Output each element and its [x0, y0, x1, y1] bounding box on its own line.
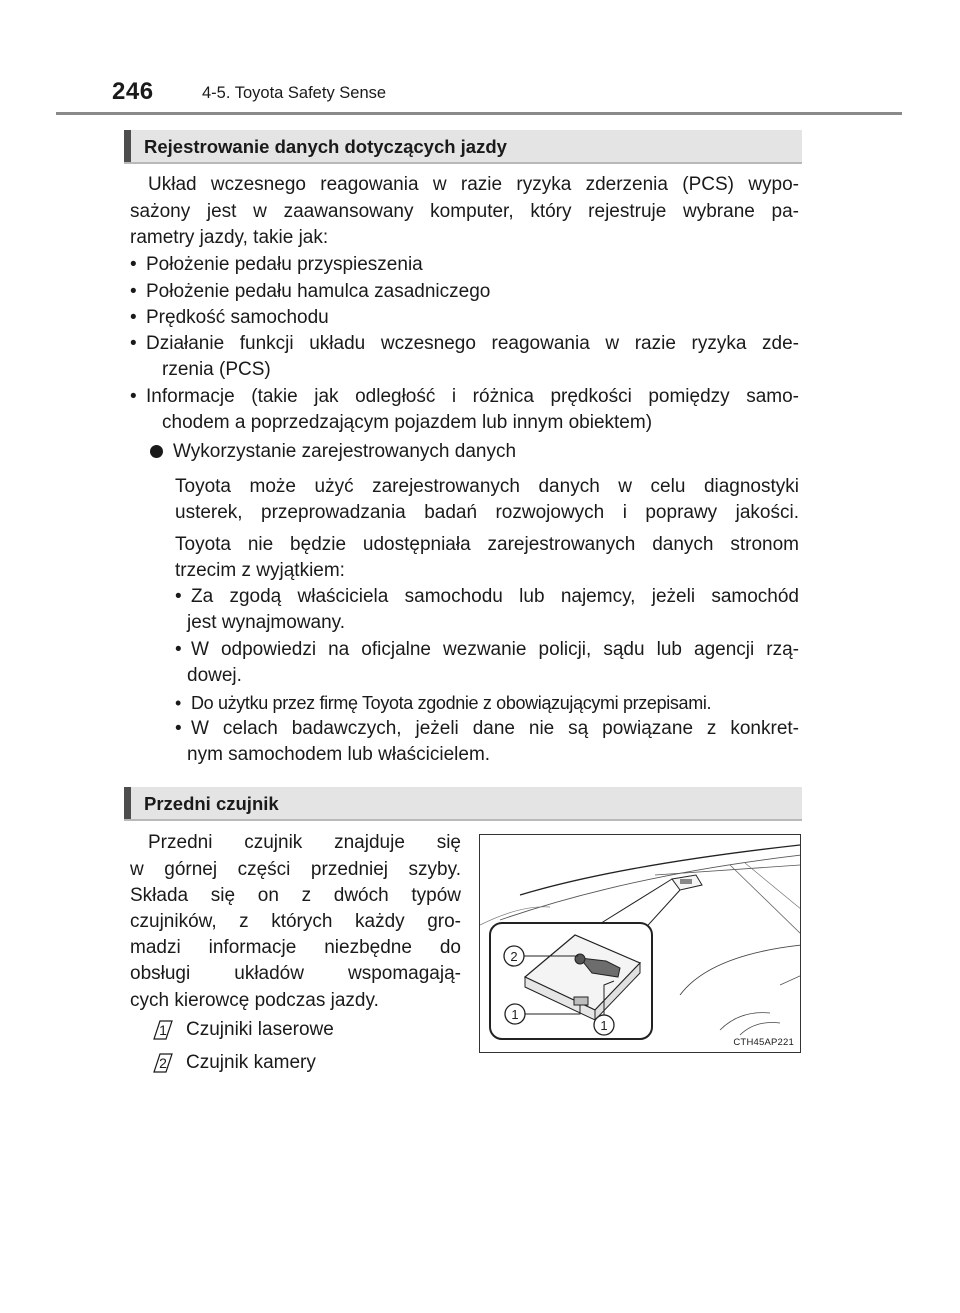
para2-line-1: Toyota nie będzie udostępniała zarejestrowanych danych stronom	[175, 534, 799, 555]
list-item-continuation: dowej.	[187, 665, 242, 686]
list-item: • Położenie pedału przyspieszenia	[130, 252, 799, 279]
list-item: • Położenie pedału hamulca zasadniczego	[130, 279, 799, 306]
list-item: • Do użytku przez firmę Toyota zgodnie z obowiązującymi przepisami.	[175, 690, 799, 717]
page-number: 246	[112, 78, 154, 105]
bullet-marker: •	[130, 386, 137, 407]
number-badge	[152, 1019, 174, 1041]
svg-text:2: 2	[159, 1055, 167, 1071]
bullet-marker: •	[175, 639, 182, 660]
sensor-text-line-5: madzi informacje niezbędne do	[130, 937, 461, 958]
bullet-marker: •	[175, 693, 181, 713]
bullet-marker: •	[175, 718, 182, 739]
list-item-continuation: jest wynajmowany.	[187, 612, 346, 633]
legend-label-camera: Czujnik kamery	[186, 1052, 316, 1073]
header-divider	[56, 112, 902, 115]
list-item: • Prędkość samochodu	[130, 305, 799, 332]
svg-text:1: 1	[511, 1007, 519, 1022]
section-title-front-sensor: Przedni czujnik	[124, 787, 802, 821]
figure-code: CTH45AP221	[733, 1037, 794, 1048]
sensor-text-line-4: czujników, z których każdy gro-	[130, 911, 461, 932]
para1-line-2: usterek, przeprowadzania badań rozwojowych i poprawy jakości.	[175, 502, 799, 523]
svg-text:2: 2	[510, 949, 518, 964]
svg-text:1: 1	[159, 1022, 167, 1038]
bullet-marker: •	[130, 307, 137, 328]
list-item: • Informacje (takie jak odległość i różnica prędkości pomiędzy samo-	[130, 384, 799, 411]
bullet-marker: •	[130, 281, 137, 302]
list-item: • Działanie funkcji układu wczesnego reagowania w razie ryzyka zde-	[130, 331, 799, 358]
svg-text:1: 1	[600, 1018, 608, 1033]
sensor-text-line-3: Składa się on z dwóch typów	[130, 885, 461, 906]
legend-label-laser: Czujniki laserowe	[186, 1019, 334, 1040]
intro-line-2: sażony jest w zaawansowany komputer, który rejestruje wybrane pa-	[130, 201, 799, 222]
list-item-continuation: rzenia (PCS)	[162, 359, 271, 380]
bullet-marker: •	[175, 586, 182, 607]
list-item-continuation: chodem a poprzedzającym pojazdem lub innym obiektem)	[162, 412, 653, 433]
intro-line-3: rametry jazdy, takie jak:	[130, 227, 329, 248]
sensor-illustration	[479, 834, 801, 1053]
sensor-text-line-2: w górnej części przedniej szyby.	[130, 859, 461, 880]
section-title-recording: Rejestrowanie danych dotyczących jazdy	[124, 130, 802, 164]
number-badge	[152, 1052, 174, 1074]
bullet-marker: •	[130, 333, 137, 354]
sensor-text-line-7: cych kierowcę podczas jazdy.	[130, 990, 379, 1011]
page-header	[0, 0, 960, 116]
para1-line-1: Toyota może użyć zarejestrowanych danych w celu diagnostyki	[175, 476, 799, 497]
list-item: • Za zgodą właściciela samochodu lub najemcy, jeżeli samochód	[175, 584, 799, 611]
subheading-data-use: Wykorzystanie zarejestrowanych danych	[173, 441, 517, 462]
section-path: 4-5. Toyota Safety Sense	[202, 84, 387, 102]
bullet-marker: •	[130, 254, 137, 275]
list-item: • W odpowiedzi na oficjalne wezwanie policji, sądu lub agencji rzą-	[175, 637, 799, 664]
list-item: • W celach badawczych, jeżeli dane nie są powiązane z konkret-	[175, 716, 799, 743]
intro-line-1: Układ wczesnego reagowania w razie ryzyka zderzenia (PCS) wypo-	[148, 174, 799, 195]
sensor-text-line-6: obsługi układów wspomagają-	[130, 963, 461, 984]
windshield-sensor-drawing	[480, 835, 801, 1053]
bullet-circle-icon	[150, 445, 163, 458]
list-item-continuation: nym samochodem lub właścicielem.	[187, 744, 491, 765]
para2-line-2: trzecim z wyjątkiem:	[175, 560, 345, 581]
sensor-text-line-1: Przedni czujnik znajduje się	[148, 832, 461, 853]
